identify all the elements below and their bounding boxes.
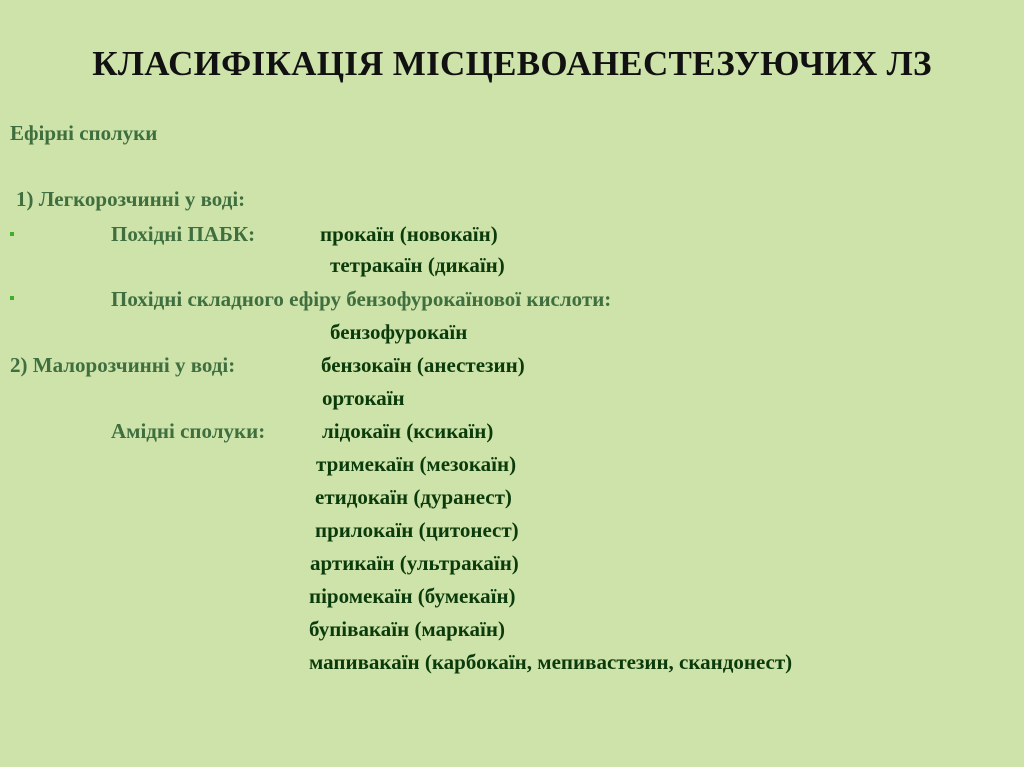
- bullet-marker: [10, 232, 14, 236]
- paba-label: Похідні ПАБК:: [111, 222, 256, 246]
- bullet-marker: [10, 296, 14, 300]
- group1-heading: 1) Легкорозчинні у воді:: [16, 187, 246, 211]
- benzofuro-label: Похідні складного ефіру бензофурокаїнової кислоти:: [111, 287, 612, 311]
- drug-lidocaine: лідокаїн (ксикаїн): [322, 419, 494, 443]
- drug-tetracaine: тетракаїн (дикаїн): [330, 253, 505, 277]
- drug-articaine: артикаїн (ультракаїн): [310, 551, 519, 575]
- esters-heading: Ефірні сполуки: [10, 121, 158, 145]
- drug-etidocaine: етидокаїн (дуранест): [315, 485, 512, 509]
- drug-trimecaine: тримекаїн (мезокаїн): [316, 452, 517, 476]
- group2-label: 2) Малорозчинні у воді:: [10, 353, 236, 377]
- drug-bupivacaine: бупівакаїн (маркаїн): [309, 617, 505, 641]
- drug-prilocaine: прилокаїн (цитонест): [315, 518, 519, 542]
- slide-title: КЛАСИФІКАЦІЯ МІСЦЕВОАНЕСТЕЗУЮЧИХ ЛЗ: [92, 44, 932, 83]
- drug-mepivacaine: мапивакаїн (карбокаїн, мепивастезин, скандонест): [309, 650, 793, 674]
- drug-orthocaine: ортокаїн: [322, 386, 405, 410]
- drug-pyromecaine: піромекаїн (бумекаїн): [309, 584, 516, 608]
- amides-label: Амідні сполуки:: [111, 419, 266, 443]
- drug-procaine: прокаїн (новокаїн): [320, 222, 498, 246]
- drug-benzocaine: бензокаїн (анестезин): [321, 353, 525, 377]
- drug-benzofurocaine: бензофурокаїн: [330, 320, 468, 344]
